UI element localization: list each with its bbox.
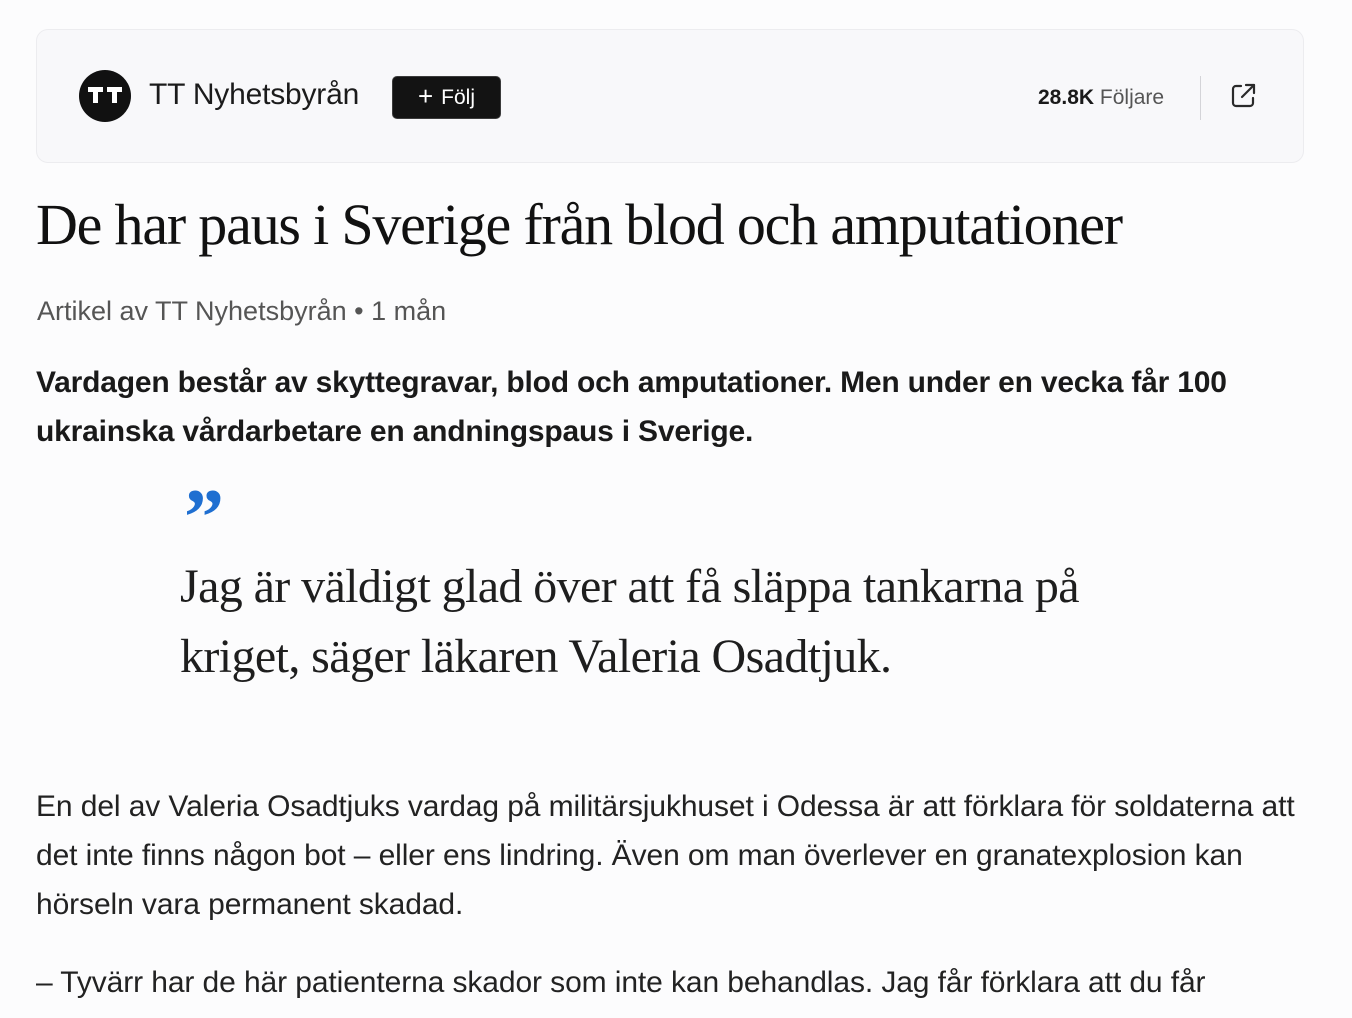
quote-mark-icon: ” <box>184 474 224 562</box>
article-title: De har paus i Sverige från blod och amputationer <box>36 192 1122 257</box>
follow-label: Följ <box>441 85 476 109</box>
followers-number: 28.8K <box>1038 86 1095 109</box>
pull-quote: Jag är väldigt glad över att få släppa tankarna på kriget, säger läkaren Valeria Osadtjuk. <box>180 560 1079 683</box>
tt-logo-icon <box>87 85 123 107</box>
article-lede: Vardagen består av skyttegravar, blod och amputationer. Men under en vecka får 100 ukrainska vårdarbetare en andningspaus i Sverige. <box>36 366 1227 448</box>
body-paragraph: En del av Valeria Osadtjuks vardag på militärsjukhuset i Odessa är att förklara för soldaterna att det inte finns någon bot – eller ens lindring. Även om man överlever en granatexplosion kan hörseln vara permanent skadad. <box>36 790 1295 921</box>
card-divider <box>1200 76 1201 120</box>
article-byline: Artikel av TT Nyhetsbyrån • 1 mån <box>37 296 447 326</box>
plus-icon: + <box>417 81 434 111</box>
publisher-name[interactable]: TT Nyhetsbyrån <box>149 78 360 111</box>
followers-count <box>1038 86 1164 110</box>
follow-button[interactable] <box>392 76 501 119</box>
followers-label: Följare <box>1099 86 1165 109</box>
publisher-card <box>36 29 1304 163</box>
body-paragraph: – Tyvärr har de här patienterna skador som inte kan behandlas. Jag får förklara att du får <box>36 966 1206 999</box>
open-external-icon[interactable] <box>1227 80 1259 112</box>
publisher-logo[interactable] <box>79 70 131 122</box>
